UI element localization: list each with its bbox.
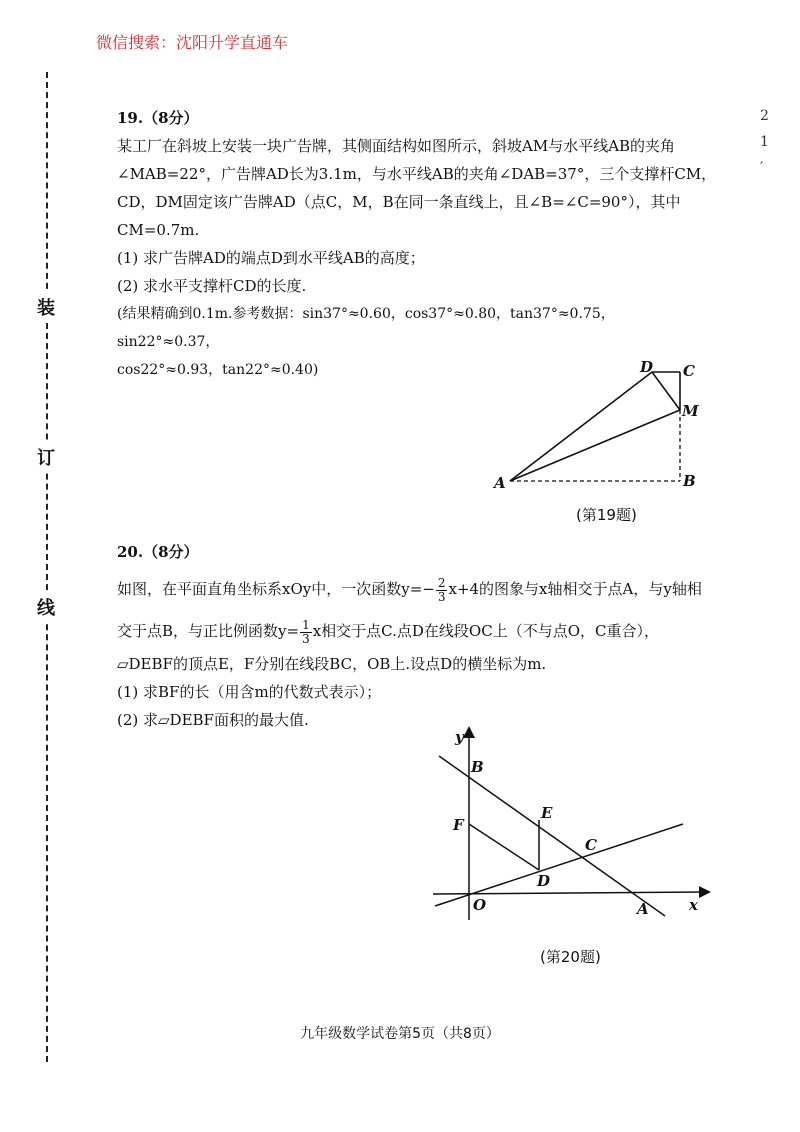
text-span: x相交于点C.点D在线段OC上（不与点O，C重合）， <box>312 622 659 640</box>
question-20-head: 20.（8分） <box>117 543 199 561</box>
binding-char-zhuang: 装 <box>36 292 56 322</box>
question-19 <box>117 104 717 384</box>
fraction-denominator: 3 <box>302 631 310 646</box>
line-AB <box>439 756 665 916</box>
question-20-part-1: (1) 求BF的长（用含m的代数式表示）； <box>117 683 382 701</box>
question-19-line: CM=0.7m. <box>117 221 200 239</box>
label-A: A <box>494 474 506 492</box>
question-19-part-2: (2) 求水平支撑杆CD的长度. <box>117 277 307 295</box>
question-19-line: ∠MAB=22°，广告牌AD长为3.1m，与水平线AB的夹角∠DAB=37°，三个支撑杆CM， <box>117 165 717 183</box>
label-C: C <box>585 836 597 854</box>
text-span: 如图，在平面直角坐标系xOy中，一次函数y=− <box>117 580 435 598</box>
label-B: B <box>683 472 696 490</box>
label-M: M <box>682 402 699 420</box>
segment-AM <box>510 410 680 481</box>
edge-mark: 2 <box>760 108 769 124</box>
question-20-line: ▱DEBF的顶点E，F分别在线段BC，OB上.设点D的横坐标为m. <box>117 655 547 673</box>
fraction-numerator: 1 <box>302 617 310 632</box>
label-B: B <box>471 758 484 776</box>
edge-mark: ′ <box>760 160 764 176</box>
figure-19-caption: (第19题) <box>576 506 637 524</box>
segment-AD <box>510 372 652 481</box>
fraction-two-thirds <box>436 577 448 604</box>
question-19-line: 某工厂在斜坡上安装一块广告牌，其侧面结构如图所示，斜坡AM与水平线AB的夹角 <box>117 137 676 155</box>
label-y: y <box>455 728 464 746</box>
label-A: A <box>637 900 649 918</box>
fraction-denominator: 3 <box>437 589 446 604</box>
fraction-one-third <box>300 619 312 646</box>
text-span: x+4的图象与x轴相交于点A，与y轴相 <box>448 580 702 598</box>
binding-char-xian: 线 <box>36 592 56 622</box>
label-F: F <box>453 816 464 834</box>
question-19-reference-data: cos22°≈0.93，tan22°≈0.40) <box>117 362 319 378</box>
fraction-numerator: 2 <box>437 575 446 590</box>
question-20 <box>117 538 717 734</box>
question-20-line <box>117 572 717 606</box>
label-D: D <box>640 358 654 376</box>
question-20-part-2: (2) 求▱DEBF面积的最大值. <box>117 711 309 729</box>
label-x: x <box>689 896 698 914</box>
question-19-reference-data: (结果精确到0.1m.参考数据：sin37°≈0.60，cos37°≈0.80，tan37°≈0.75，sin22°≈0.37， <box>117 306 615 350</box>
label-O: O <box>473 896 487 914</box>
edge-mark: 1 <box>760 134 769 150</box>
figure-20-diagram <box>425 726 715 926</box>
binding-dashed-line <box>46 72 48 1062</box>
figure-20-caption: (第20题) <box>540 948 601 966</box>
figure-19-diagram <box>490 352 710 492</box>
question-20-line <box>117 614 717 648</box>
question-19-head: 19.（8分） <box>117 109 199 127</box>
segment-DM <box>652 372 680 410</box>
question-19-part-1: (1) 求广告牌AD的端点D到水平线AB的高度； <box>117 249 425 267</box>
page-footer: 九年级数学试卷第5页（共8页） <box>300 1026 500 1042</box>
text-span: 交于点B，与正比例函数y= <box>117 622 300 640</box>
segment-FD <box>469 824 539 870</box>
watermark-header: 微信搜索：沈阳升学直通车 <box>96 33 289 52</box>
label-C: C <box>683 362 695 380</box>
question-19-line: CD，DM固定该广告牌AD（点C，M，B在同一条直线上，且∠B=∠C=90°），其中 <box>117 193 681 211</box>
label-D: D <box>537 872 551 890</box>
binding-char-ding: 订 <box>36 442 56 472</box>
label-E: E <box>541 804 553 822</box>
